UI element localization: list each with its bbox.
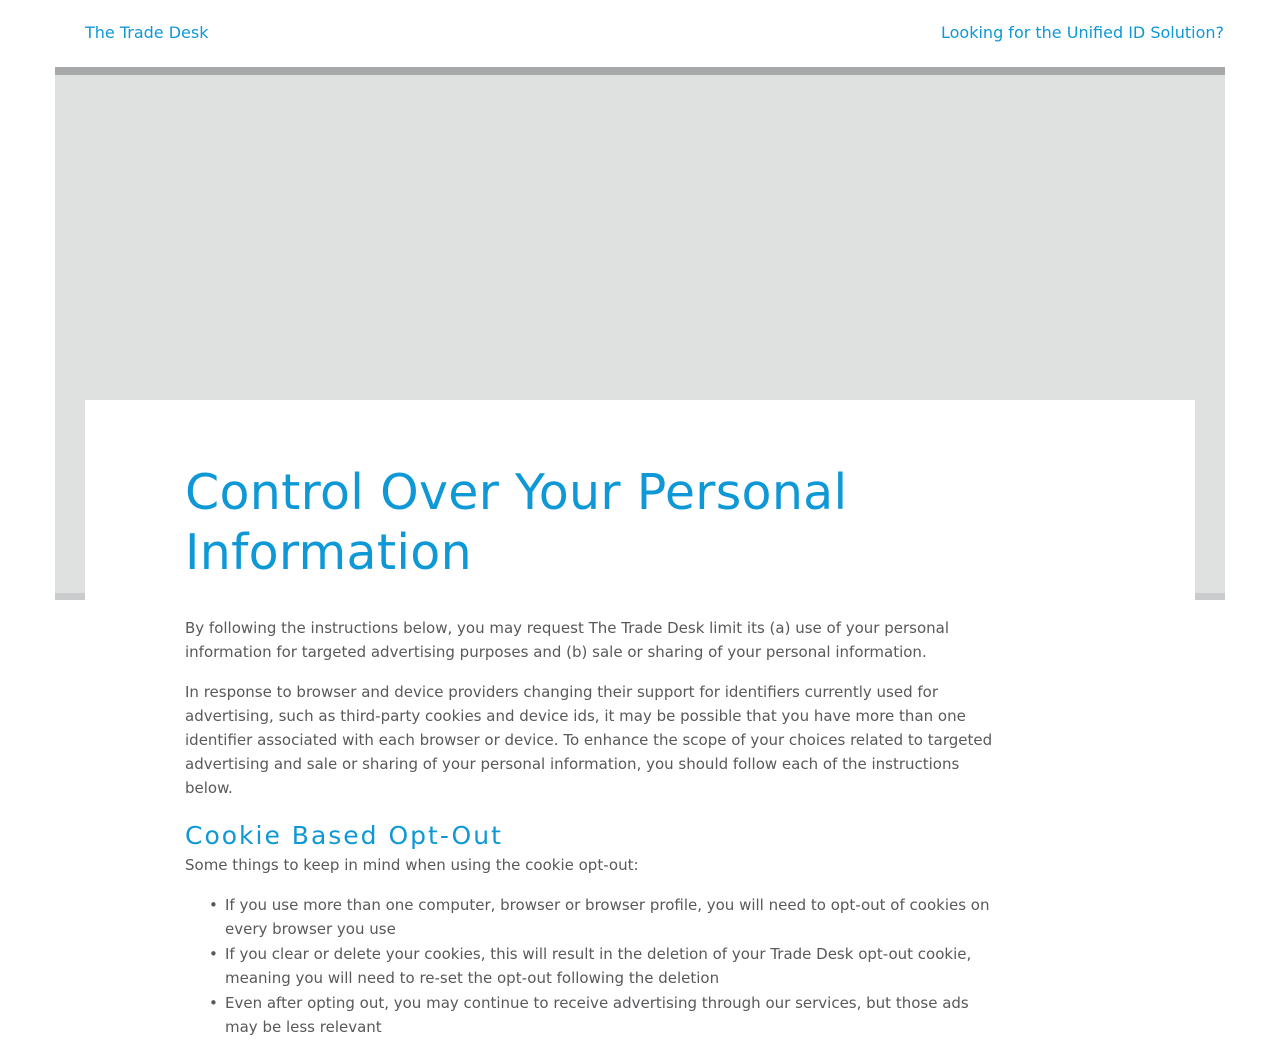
list-item-text: Even after opting out, you may continue to receive advertising through our services, but those ads may be less relevant — [225, 994, 969, 1036]
list-item-text: If you use more than one computer, browser or browser profile, you will need to opt-out of cookies on every browser you use — [225, 896, 990, 938]
brand-link[interactable]: The Trade Desk — [85, 23, 209, 42]
cookie-opt-out-heading: Cookie Based Opt-Out — [185, 821, 503, 850]
intro-paragraph: By following the instructions below, you may request The Trade Desk limit its (a) use of your personal information for targeted advertising purposes and (b) sale or sharing of your personal information. — [185, 619, 950, 661]
hero-top-stripe — [55, 67, 1225, 75]
bullet-icon: • — [209, 945, 218, 963]
bullet-icon: • — [209, 994, 218, 1012]
list-item — [209, 991, 1000, 1039]
list-item — [209, 893, 1000, 941]
page-title: Control Over Your Personal Information — [185, 464, 848, 581]
context-paragraph: In response to browser and device providers changing their support for identifiers currently used for advertising, such as third-party cookies and device ids, it may be possible that you have more than one identifier associated with each browser or device. To enhance the scope of your choices related to targeted advertising and sale or sharing of your personal information, you should follow each of the instructions below. — [185, 683, 993, 797]
top-navigation-bar — [0, 0, 1280, 67]
cookie-tips-list — [185, 893, 1000, 1039]
list-item-text: If you clear or delete your cookies, this will result in the deletion of your Trade Desk opt-out cookie, meaning you will need to re-set the opt-out following the deletion — [225, 945, 972, 987]
bullet-icon: • — [209, 896, 218, 914]
main-content — [185, 463, 1000, 1040]
cookie-opt-out-intro: Some things to keep in mind when using the cookie opt-out: — [185, 856, 639, 874]
list-item — [209, 942, 1000, 990]
unified-id-solution-link[interactable]: Looking for the Unified ID Solution? — [941, 23, 1224, 42]
